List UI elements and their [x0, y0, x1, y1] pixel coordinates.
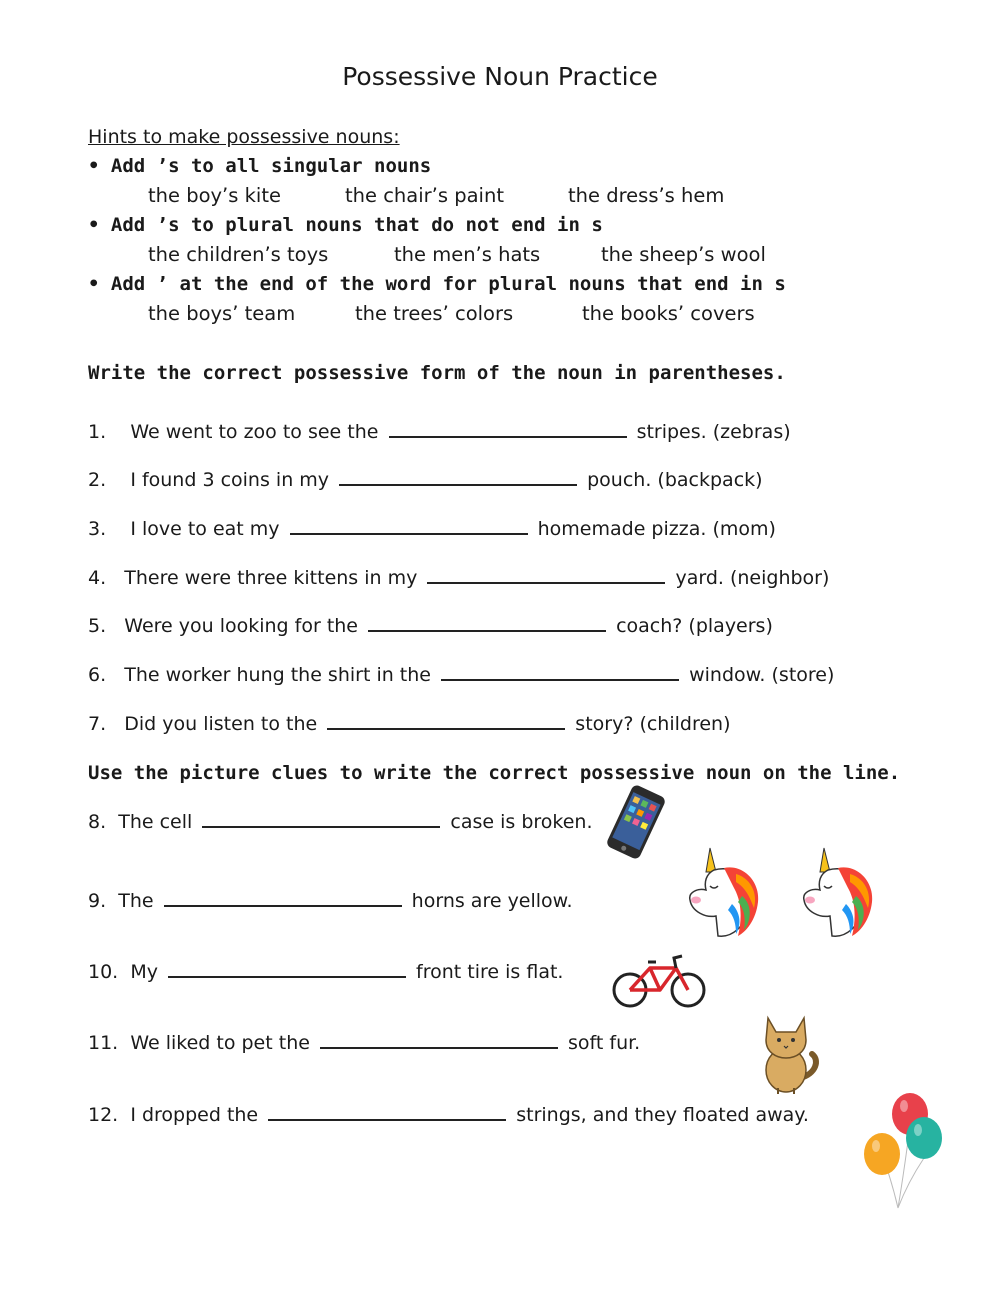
answer-blank[interactable] — [168, 960, 406, 978]
question-text-after: window. (store) — [689, 664, 835, 686]
hints-heading: Hints to make possessive nouns: — [88, 126, 400, 148]
question-number: 1. — [88, 421, 107, 443]
answer-blank[interactable] — [389, 420, 627, 438]
question-6 — [88, 663, 834, 686]
question-11 — [88, 1031, 640, 1054]
question-number: 9. — [88, 890, 107, 912]
answer-blank[interactable] — [320, 1031, 558, 1049]
question-text-after: stripes. (zebras) — [636, 421, 791, 443]
section1-instruction: Write the correct possessive form of the noun in parentheses. — [88, 362, 786, 384]
question-10 — [88, 960, 563, 983]
question-7 — [88, 712, 731, 735]
question-text-before: The — [118, 890, 154, 912]
example: the chair’s paint — [345, 184, 504, 207]
answer-blank[interactable] — [164, 889, 402, 907]
question-9 — [88, 889, 573, 912]
question-text-before: My — [130, 961, 158, 983]
question-number: 11. — [88, 1032, 119, 1054]
unicorn-icon — [684, 846, 768, 942]
question-text-after: soft fur. — [568, 1032, 641, 1054]
answer-blank[interactable] — [427, 566, 665, 584]
question-text-before: We went to zoo to see the — [130, 421, 379, 443]
question-12 — [88, 1103, 809, 1126]
phone-icon — [598, 784, 674, 860]
question-text-before: The worker hung the shirt in the — [124, 664, 431, 686]
question-text-before: The cell — [118, 811, 193, 833]
bullet: • — [88, 155, 100, 177]
question-text-before: We liked to pet the — [130, 1032, 310, 1054]
question-5 — [88, 614, 773, 637]
question-text-before: I love to eat my — [130, 518, 280, 540]
section2-instruction: Use the picture clues to write the correct possessive noun on the line. — [88, 762, 901, 784]
hint-rule-1 — [88, 155, 431, 177]
question-number: 2. — [88, 469, 107, 491]
question-text-after: case is broken. — [450, 811, 593, 833]
rule-text: Add ’ at the end of the word for plural nouns that end in s — [110, 273, 786, 295]
question-text-after: front tire is flat. — [416, 961, 564, 983]
question-text-before: Were you looking for the — [124, 615, 358, 637]
example: the boy’s kite — [148, 184, 281, 207]
answer-blank[interactable] — [268, 1103, 506, 1121]
question-text-before: Did you listen to the — [124, 713, 318, 735]
question-text-after: yard. (neighbor) — [675, 567, 830, 589]
question-3 — [88, 517, 776, 540]
example: the books’ covers — [582, 302, 755, 325]
question-text-before: There were three kittens in my — [124, 567, 418, 589]
question-text-before: I dropped the — [130, 1104, 259, 1126]
unicorn-icon — [798, 846, 882, 942]
example: the sheep’s wool — [601, 243, 766, 266]
answer-blank[interactable] — [202, 810, 440, 828]
bullet: • — [88, 214, 100, 236]
answer-blank[interactable] — [441, 663, 679, 681]
example: the dress’s hem — [568, 184, 725, 207]
question-text-after: coach? (players) — [616, 615, 773, 637]
question-text-after: homemade pizza. (mom) — [537, 518, 776, 540]
question-8 — [88, 810, 593, 833]
question-number: 6. — [88, 664, 107, 686]
question-text-after: horns are yellow. — [411, 890, 573, 912]
answer-blank[interactable] — [339, 468, 577, 486]
question-number: 3. — [88, 518, 107, 540]
balloons-icon — [858, 1092, 948, 1216]
page-title: Possessive Noun Practice — [342, 62, 658, 91]
bicycle-icon — [610, 950, 708, 1012]
question-number: 5. — [88, 615, 107, 637]
question-1 — [88, 420, 791, 443]
answer-blank[interactable] — [290, 517, 528, 535]
cat-icon — [750, 1008, 824, 1094]
question-text-after: story? (children) — [575, 713, 731, 735]
hint-rule-2 — [88, 214, 603, 236]
question-number: 10. — [88, 961, 119, 983]
rule-text: Add ’s to plural nouns that do not end in s — [110, 214, 603, 236]
question-number: 7. — [88, 713, 107, 735]
question-number: 12. — [88, 1104, 119, 1126]
question-text-after: pouch. (backpack) — [587, 469, 763, 491]
question-4 — [88, 566, 829, 589]
question-text-before: I found 3 coins in my — [130, 469, 330, 491]
question-number: 8. — [88, 811, 107, 833]
example: the trees’ colors — [355, 302, 514, 325]
question-2 — [88, 468, 763, 491]
example: the children’s toys — [148, 243, 329, 266]
example: the men’s hats — [394, 243, 541, 266]
question-number: 4. — [88, 567, 107, 589]
bullet: • — [88, 273, 100, 295]
answer-blank[interactable] — [368, 614, 606, 632]
answer-blank[interactable] — [327, 712, 565, 730]
rule-text: Add ’s to all singular nouns — [110, 155, 432, 177]
hint-rule-3 — [88, 273, 786, 295]
example: the boys’ team — [148, 302, 296, 325]
question-text-after: strings, and they floated away. — [516, 1104, 809, 1126]
